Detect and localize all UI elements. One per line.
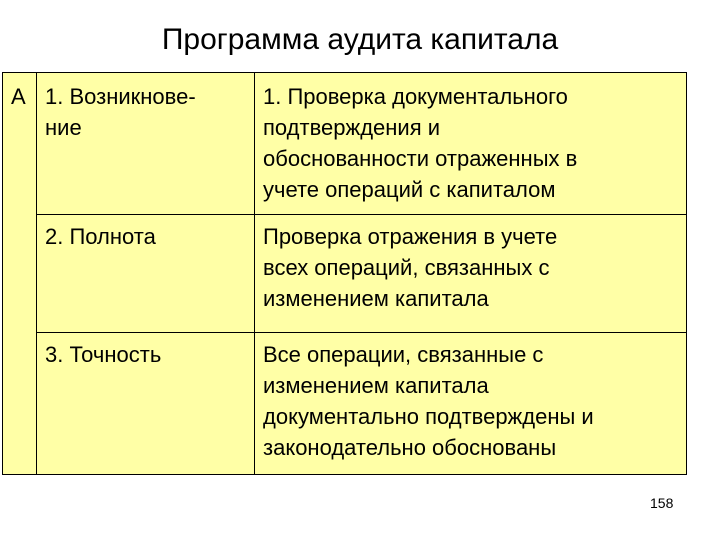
section-letter: А	[11, 84, 26, 109]
slide-title: Программа аудита капитала	[161, 23, 559, 56]
criterion-cell	[37, 333, 255, 475]
description-text: законодательно обоснованы	[263, 435, 557, 460]
criterion-text: 1. Возникнове-	[45, 84, 196, 109]
description-text: изменением капитала	[263, 286, 489, 311]
criterion-text: 2. Полнота	[45, 224, 156, 249]
criterion-cell	[37, 73, 255, 215]
audit-program-table	[2, 72, 687, 475]
criterion-cell	[37, 215, 255, 333]
table-row	[3, 215, 687, 333]
table-row	[3, 333, 687, 475]
description-text: обоснованности отраженных в	[263, 146, 578, 171]
description-text: Проверка отражения в учете	[263, 224, 558, 249]
description-cell	[255, 73, 687, 215]
page-number: 158	[650, 495, 674, 511]
description-text: всех операций, связанных с	[263, 255, 550, 280]
description-text: документально подтверждены и	[263, 404, 594, 429]
description-text: Все операции, связанные с	[263, 342, 544, 367]
table-row	[3, 73, 687, 215]
criterion-text: ние	[45, 115, 82, 140]
description-text: учете операций с капиталом	[263, 177, 556, 202]
description-text: подтверждения и	[263, 115, 441, 140]
description-cell	[255, 333, 687, 475]
description-text: 1. Проверка документального	[263, 84, 568, 109]
criterion-text: 3. Точность	[45, 342, 162, 367]
description-cell	[255, 215, 687, 333]
description-text: изменением капитала	[263, 373, 489, 398]
section-letter-cell	[3, 73, 37, 475]
